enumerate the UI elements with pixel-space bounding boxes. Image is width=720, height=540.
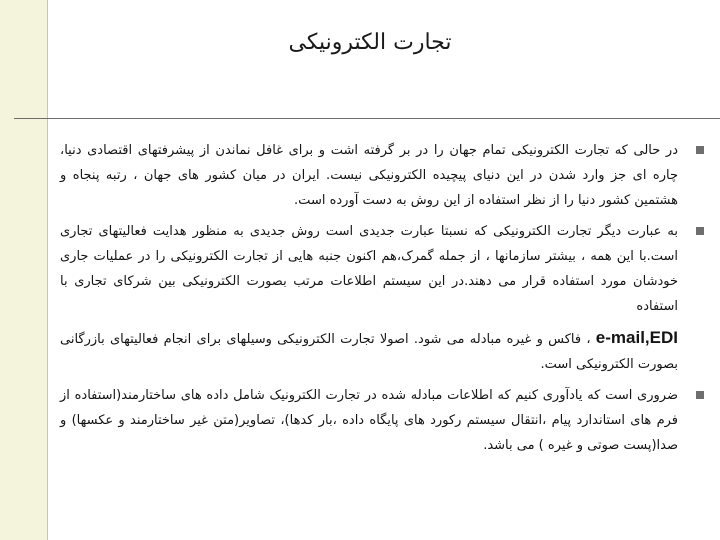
square-bullet-icon [696, 227, 704, 235]
left-divider-line [47, 0, 48, 540]
paragraph-text: ، فاکس و غیره مبادله می شود. اصولا تجارت الکترونیکی وسیلهای برای انجام فعالیتهای بازرگانی بصورت الکترونیکی است. [60, 332, 678, 372]
paragraph-2 [60, 219, 690, 319]
square-bullet-icon [696, 146, 704, 154]
paragraph-text: به عبارت دیگر تجارت الکترونیکی که نسبتا عبارت جدیدی است روش جدیدی به منظور هدایت فعالیتهای تجاری است.با این همه ، بیشتر سازمانها ، از جمله گمرک،هم اکنون جنبه هایی از تجارت الکترونیکی را در عملیات جاری خودشان مورد استفاده قرار می دهند.در این سیستم اطلاعات مرتب بصورت الکترونیکی بین شرکای تجاری با استفاده [60, 224, 678, 314]
title-underline [14, 118, 720, 119]
paragraph-4 [60, 383, 690, 458]
slide-title: تجارت الکترونیکی [288, 30, 452, 55]
square-bullet-icon [696, 391, 704, 399]
paragraph-3 [60, 325, 690, 377]
slide-body [60, 138, 690, 464]
paragraph-text: در حالی که تجارت الکترونیکی تمام جهان را در بر گرفته اشت و برای غافل نماندن از پیشرفتهای اقتصادی دنیا، چاره ای جز وارد شدن در این دنیای پیچیده الکترونیکی نیست. ایران در میان کشور های جهان ، رتبه پنجاه و هشتمین کشور دنیا را از نظر استفاده از این روش به دست آورده است. [60, 143, 678, 208]
left-decorative-panel [0, 0, 47, 540]
paragraph-1 [60, 138, 690, 213]
paragraph-text: ضروری است که یادآوری کنیم که اطلاعات مبادله شده در تجارت الکترونیک شامل داده های ساختارمند(استفاده از فرم های استاندارد پیام ،انتقال سیستم رکورد های پایگاه داده ،بار کدها)، تصاویر(متن غیر ساختارمند و عکسها) و صدا(پست صوتی و غیره ) می باشد. [60, 388, 678, 453]
highlight-term: e-mail,EDI [595, 328, 678, 347]
